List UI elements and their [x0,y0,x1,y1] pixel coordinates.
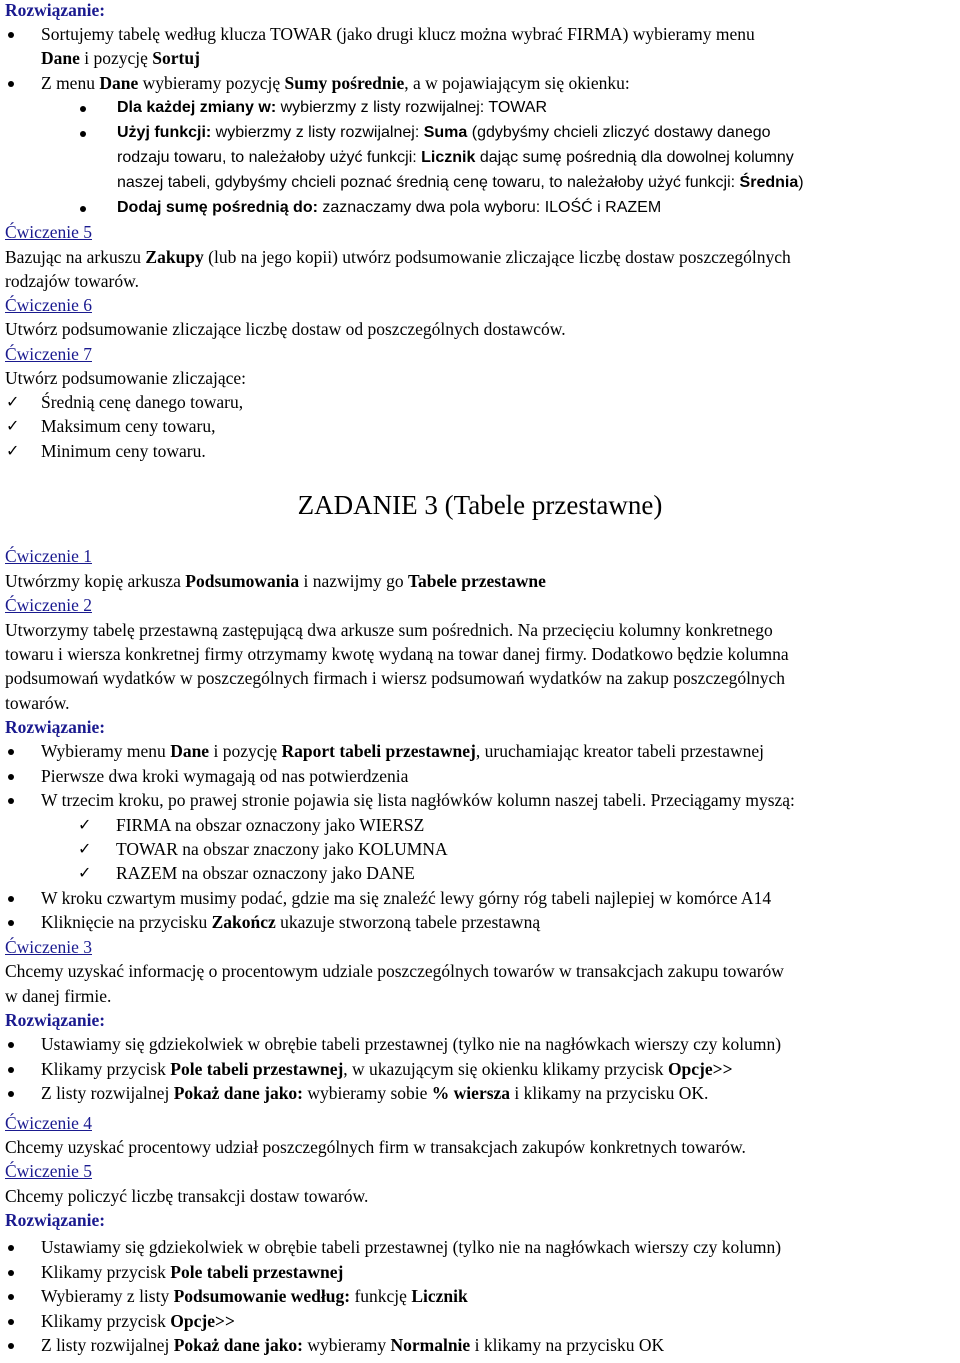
section-heading: Rozwiązanie: [5,1210,106,1230]
text-line: Z menu Dane wybieramy pozycję Sumy pośrednie, a w pojawiającym się okienku: [41,73,630,93]
text-line: Utwórz podsumowanie zliczające liczbę dostaw od poszczególnych dostawców. [5,319,566,339]
text-line: podsumowań wydatków w poszczególnych firmach i wiersz podsumowań wydatków na zakup poszczególnych [5,668,785,688]
checkmark-icon: ✓ [6,416,20,435]
text-line: FIRMA na obszar oznaczony jako WIERSZ [116,815,425,835]
text-line: Z listy rozwijalnej Pokaż dane jako: wybieramy sobie % wiersza i klikamy na przycisku OK. [41,1083,709,1103]
bullet-icon [8,32,14,38]
text-line: Dodaj sumę pośrednią do: zaznaczamy dwa pola wyboru: ILOŚĆ i RAZEM [117,199,662,216]
text-line: Z listy rozwijalnej Pokaż dane jako: wybieramy Normalnie i klikamy na przycisku OK [41,1335,665,1355]
bullet-icon [80,206,86,212]
text-line: Utwórzmy kopię arkusza Podsumowania i nazwijmy go Tabele przestawne [5,571,546,591]
text-line: Użyj funkcji: wybierzmy z listy rozwijalnej: Suma (gdybyśmy chcieli zliczyć dostawy danego [117,124,771,141]
bullet-icon [8,749,14,755]
bullet-icon [80,106,86,112]
exercise-heading: Ćwiczenie 5 [5,222,92,242]
page-title: ZADANIE 3 (Tabele przestawne) [297,490,663,520]
bullet-icon [8,798,14,804]
section-heading: Rozwiązanie: [5,0,106,20]
text-line: Sortujemy tabelę według klucza TOWAR (jako drugi klucz można wybrać FIRMA) wybieramy menu [41,24,755,44]
bullet-icon [8,81,14,87]
exercise-heading: Ćwiczenie 2 [5,595,92,615]
text-line: towarów. [5,693,70,713]
text-line: w danej firmie. [5,986,112,1006]
text-line: Dla każdej zmiany w: wybierzmy z listy rozwijalnej: TOWAR [117,99,548,116]
bullet-icon [8,1319,14,1325]
text-line: Kliknięcie na przycisku Zakończ ukazuje stworzoną tabele przestawną [41,912,541,932]
text-line: Wybieramy menu Dane i pozycję Raport tabeli przestawnej, uruchamiając kreator tabeli przestawnej [41,741,765,761]
text-line: rodzajów towarów. [5,271,139,291]
checkmark-icon: ✓ [78,863,92,882]
exercise-heading: Ćwiczenie 6 [5,295,92,315]
bullet-icon [8,1067,14,1073]
bullet-icon [8,896,14,902]
exercise-heading: Ćwiczenie 3 [5,937,92,957]
text-line: Średnią cenę danego towaru, [41,392,244,412]
text-line: towaru i wiersza konkretnej firmy otrzymamy kwotę wydaną na towar danej firmy. Dodatkowo będzie kolumna [5,644,789,664]
text-line: TOWAR na obszar znaczony jako KOLUMNA [116,839,448,859]
text-line: Pierwsze dwa kroki wymagają od nas potwierdzenia [41,766,409,786]
text-line: rodzaju towaru, to należałoby użyć funkcji: Licznik dając sumę pośrednią dla dowolnej kolumny [117,149,794,166]
text-line: Utwórz podsumowanie zliczające: [5,368,247,388]
text-line: Dane i pozycję Sortuj [41,48,200,68]
exercise-heading: Ćwiczenie 1 [5,546,92,566]
text-line: W kroku czwartym musimy podać, gdzie ma się znaleźć lewy górny róg tabeli najlepiej w komórce A14 [41,888,772,908]
checkmark-icon: ✓ [78,839,92,858]
text-line: naszej tabeli, gdybyśmy chcieli poznać średnią cenę towaru, to należałoby użyć funkcji: Średnia) [117,174,804,191]
text-line: Chcemy uzyskać informację o procentowym udziale poszczególnych towarów w transakcjach zakupu towarów [5,961,784,981]
text-line: Maksimum ceny towaru, [41,416,216,436]
text-line: Bazując na arkuszu Zakupy (lub na jego kopii) utwórz podsumowanie zliczające liczbę dostaw poszczególnych [5,247,791,267]
text-line: Chcemy policzyć liczbę transakcji dostaw towarów. [5,1186,369,1206]
section-heading: Rozwiązanie: [5,1010,106,1030]
text-line: Ustawiamy się gdziekolwiek w obrębie tabeli przestawnej (tylko nie na nagłówkach wierszy czy kolumn) [41,1237,782,1257]
text-line: Utworzymy tabelę przestawną zastępującą dwa arkusze sum pośrednich. Na przecięciu kolumny konkretnego [5,620,773,640]
section-heading: Rozwiązanie: [5,717,106,737]
bullet-icon [8,1294,14,1300]
exercise-heading: Ćwiczenie 7 [5,344,92,364]
checkmark-icon: ✓ [6,392,20,411]
bullet-icon [8,774,14,780]
text-line: W trzecim kroku, po prawej stronie pojawia się lista nagłówków kolumn naszej tabeli. Przeciągamy myszą: [41,790,795,810]
text-line: Ustawiamy się gdziekolwiek w obrębie tabeli przestawnej (tylko nie na nagłówkach wierszy czy kolumn) [41,1034,782,1054]
bullet-icon [8,1245,14,1251]
text-line: Klikamy przycisk Opcje>> [41,1311,235,1331]
text-line: RAZEM na obszar oznaczony jako DANE [116,863,415,883]
checkmark-icon: ✓ [78,815,92,834]
bullet-icon [8,1270,14,1276]
exercise-heading: Ćwiczenie 4 [5,1113,92,1133]
text-line: Wybieramy z listy Podsumowanie według: funkcję Licznik [41,1286,468,1306]
bullet-icon [8,1042,14,1048]
bullet-icon [8,1343,14,1349]
text-line: Klikamy przycisk Pole tabeli przestawnej [41,1262,344,1282]
checkmark-icon: ✓ [6,441,20,460]
exercise-heading: Ćwiczenie 5 [5,1161,92,1181]
bullet-icon [8,920,14,926]
text-line: Chcemy uzyskać procentowy udział poszczególnych firm w transakcjach zakupów konkretnych towarów. [5,1137,746,1157]
text-line: Klikamy przycisk Pole tabeli przestawnej, w ukazującym się okienku klikamy przycisk Opcje>> [41,1059,733,1079]
text-line: Minimum ceny towaru. [41,441,206,461]
bullet-icon [80,131,86,137]
bullet-icon [8,1091,14,1097]
